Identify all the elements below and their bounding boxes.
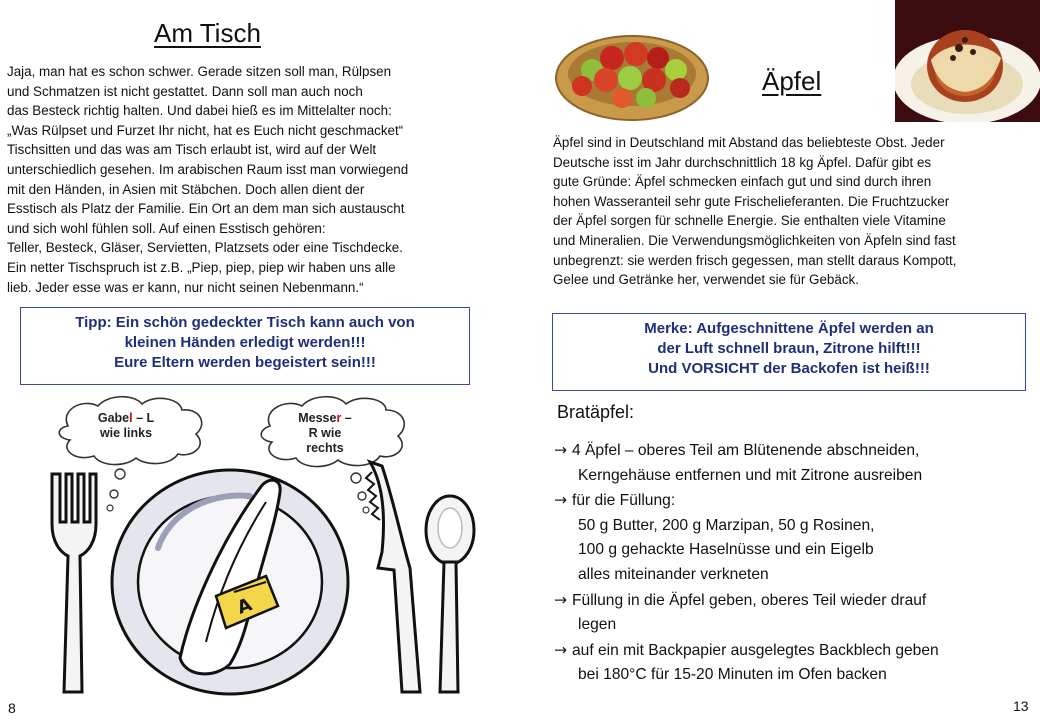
- text-line: unbegrenzt: sie werden frisch gegessen, man stellt daraus Kompott,: [553, 252, 957, 268]
- page-number-right: 13: [1013, 698, 1029, 714]
- text-line: mit den Händen, in Asien mit Stäbchen. Doch allen dient der: [7, 181, 365, 197]
- text-line: Äpfel sind in Deutschland mit Abstand das beliebteste Obst. Jeder: [553, 135, 945, 150]
- text-line: Gelee und Getränke her, verwendet sie für Gebäck.: [553, 272, 859, 288]
- page-title-aepfel: Äpfel: [762, 66, 822, 96]
- tip-line: Tipp: Ein schön gedeckter Tisch kann auch von: [75, 314, 415, 331]
- text-line: hohen Wasseranteil sehr gute Frischelieferanten. Die Fruchtzucker: [553, 193, 950, 209]
- text-line: lieb. Jeder esse was er kann, nur nicht seinen Nebenmann.“: [7, 279, 364, 295]
- text-line: das Besteck richtig halten. Und dabei hieß es im Mittelalter noch:: [7, 103, 392, 119]
- text-line: unterschiedlich gesehen. Im arabischen Raum isst man vorwiegend: [7, 161, 409, 177]
- text-line: und Mineralien. Die Verwendungsmöglichkeiten von Äpfeln sind fast: [553, 232, 956, 248]
- merke-line: Merke: Aufgeschnittene Äpfel werden an: [644, 320, 934, 337]
- arrow-icon: →: [554, 441, 568, 459]
- recipe-line: → für die Füllung:: [554, 488, 939, 514]
- tip-line: Eure Eltern werden begeistert sein!!!: [114, 354, 376, 371]
- recipe-title: Bratäpfel:: [557, 402, 635, 422]
- fork-icon: [52, 474, 96, 692]
- text-line: und Schmatzen ist nicht gestattet. Dann soll man auch noch: [7, 83, 363, 99]
- recipe-line: legen: [578, 616, 617, 634]
- page-title-am-tisch: Am Tisch: [154, 18, 261, 48]
- arrow-icon: →: [554, 590, 568, 609]
- text-line: Tischsitten und das was am Tisch erlaubt ist, wird auf der Welt: [7, 142, 377, 158]
- text-line: Ein netter Tischspruch ist z.B. „Piep, piep, piep wir haben uns alle: [7, 259, 396, 275]
- merke-line: der Luft schnell braun, Zitrone hilft!!!: [657, 340, 921, 357]
- recipe-line: → auf ein mit Backpapier ausgelegtes Backblech geben: [554, 638, 939, 664]
- merke-line: Und VORSICHT der Backofen ist heiß!!!: [648, 360, 930, 377]
- recipe-line: alles miteinander verkneten: [578, 565, 769, 583]
- recipe-line: → Füllung in die Äpfel geben, oberes Teil wieder drauf: [554, 588, 939, 614]
- am-tisch-text: [7, 62, 408, 297]
- text-line: Deutsche isst im Jahr durchschnittlich 18 kg Äpfel. Dafür gibt es: [553, 154, 932, 170]
- cloud-fork-text: Gabel – L wie links: [97, 411, 155, 440]
- text-line: Teller, Besteck, Gläser, Servietten, Platzsets oder eine Tischdecke.: [7, 240, 403, 256]
- spoon-icon: [426, 496, 474, 692]
- recipe-line: 50 g Butter, 200 g Marzipan, 50 g Rosinen,: [578, 516, 875, 534]
- text-line: der Äpfel sorgen für schnelle Energie. Sie enthalten viele Vitamine: [553, 213, 946, 229]
- aepfel-text: [553, 133, 956, 290]
- recipe-steps: [554, 438, 939, 688]
- svg-text:A: A: [234, 594, 255, 619]
- recipe-line: Kerngehäuse entfernen und mit Zitrone ausreiben: [578, 466, 923, 484]
- recipe-line: 100 g gehackte Haselnüsse und ein Eigelb: [578, 541, 874, 559]
- text-line: gute Gründe: Äpfel schmecken einfach gut und sind durch ihren: [553, 174, 932, 190]
- merke-box: [552, 313, 1026, 391]
- apple-basket-image: [552, 14, 712, 124]
- text-line: Esstisch als Platz der Familie. Ein Ort an dem man sich austauscht: [7, 201, 405, 217]
- cloud-knife-text: Messer – R wie rechts: [298, 411, 352, 455]
- text-line: „Was Rülpset und Furzet Ihr nicht, hat es Euch nicht geschmacket“: [7, 122, 404, 138]
- tip-box: [20, 307, 470, 385]
- baked-apple-image: [895, 0, 1040, 122]
- tip-line: kleinen Händen erledigt werden!!!: [124, 334, 366, 351]
- arrow-icon: →: [554, 640, 568, 659]
- recipe-line: bei 180°C für 15-20 Minuten im Ofen backen: [578, 666, 887, 684]
- text-line: und sich wohl fühlen soll. Auf einen Esstisch gehören:: [7, 220, 326, 236]
- recipe-line: → 4 Äpfel – oberes Teil am Blütenende abschneiden,: [554, 438, 939, 464]
- knife-icon: [366, 462, 420, 692]
- page-number-left: 8: [8, 700, 16, 716]
- arrow-icon: →: [554, 491, 568, 510]
- text-line: Jaja, man hat es schon schwer. Gerade sitzen soll man, Rülpsen: [7, 64, 392, 79]
